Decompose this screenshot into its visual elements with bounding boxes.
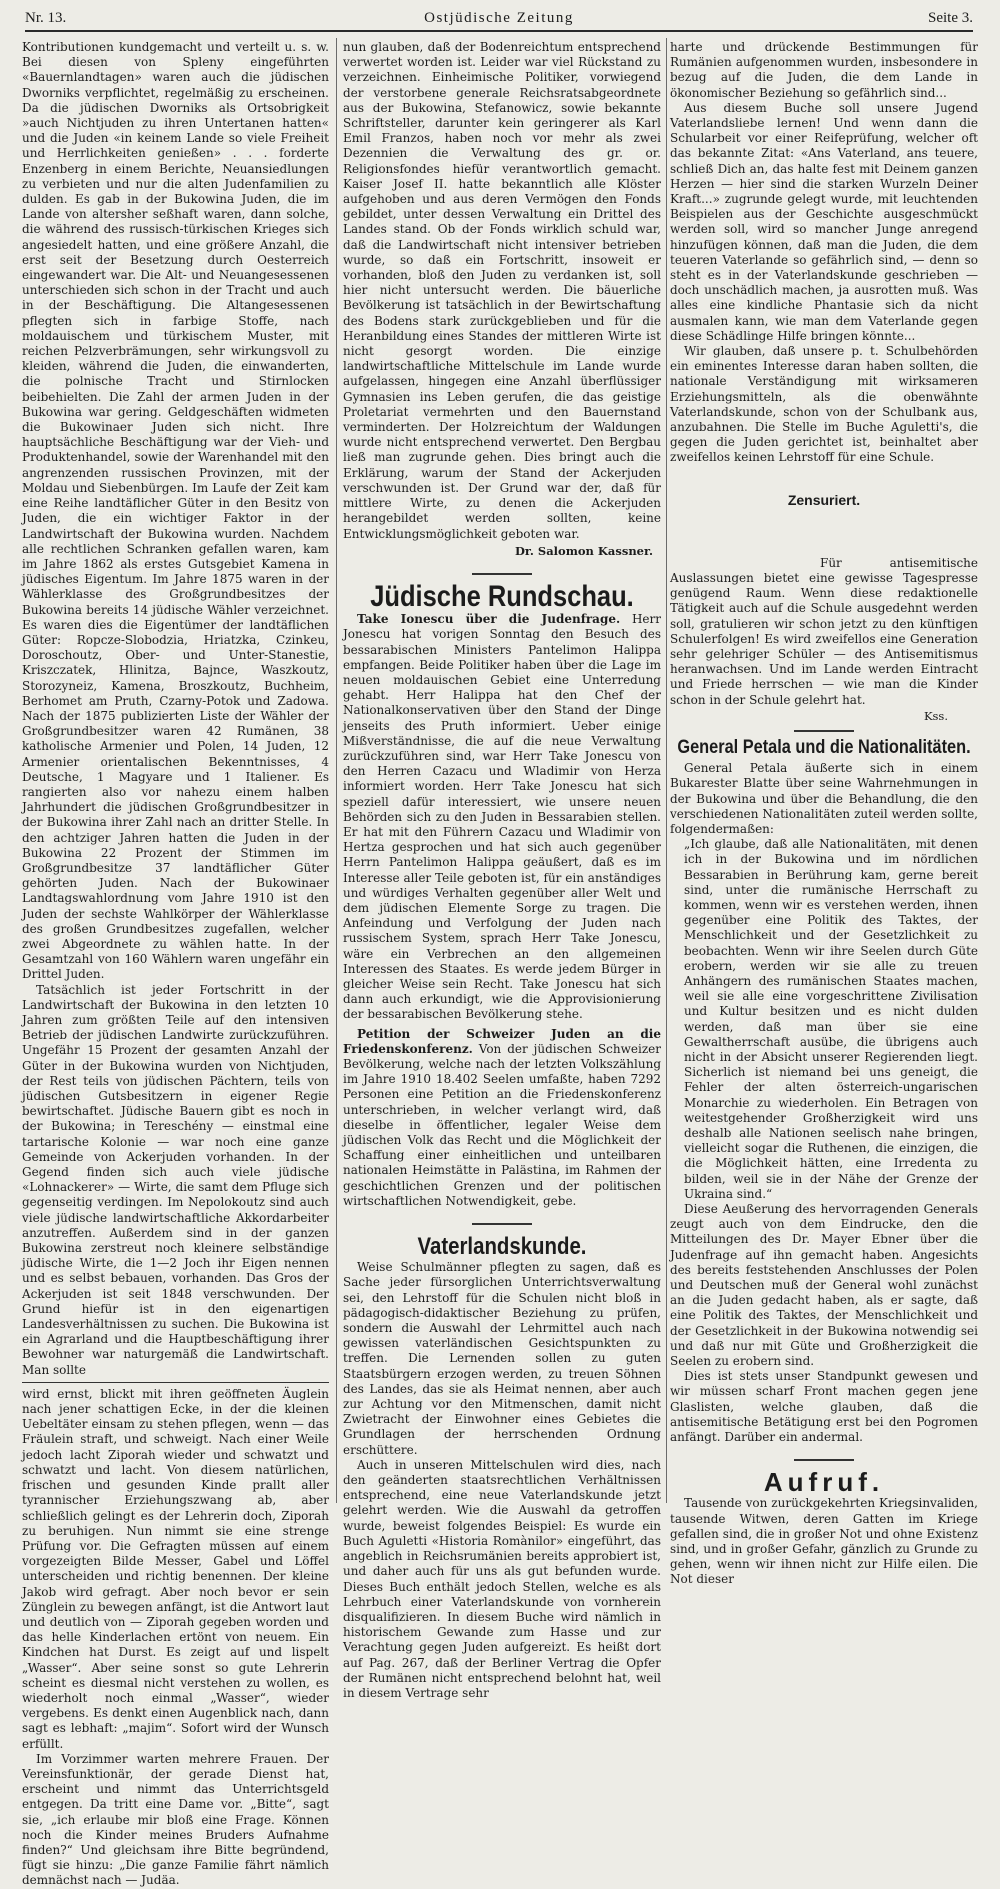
article-paragraph: Kontributionen kundgemacht und verteilt u. s. w. Bei diesen von Spleny eingeführten «Bauernlandtagen» waren auch die jüdischen Dworniks verpflichtet, regelmäßig zu erscheinen. Da die jüdischen Dworniks als Ortsobrigkeit »auch Nichtjuden zu ihren Untertanen hatten« und die Juden «in keinem Lande so viele Freiheit und Herrlichkeiten genießen» . . . forderte Enzenberg in einem Berichte, Neuansiedlungen zu verbieten und nur die alten Judenfamilien zu dulden. Es gab in der Bukowina Juden, die im Lande von altersher seßhaft waren, dann solche, die während des russisch-türkischen Krieges sich angesiedelt hatten, und eine größere Anzahl, die erst seit der Besetzung durch Oesterreich eingewandert war. Die Alt- und Neuangesessenen unterschieden sich schon in der Tracht und auch in der Beschäftigung. Die Altangesessenen pflegten sich in farbige Stoffe, nach moldauischem und türkischem Muster, mit reichen Pelzverbrämungen, sehr wirkungsvoll zu kleiden, während die Juden, die einwanderten, die polnische Tracht und Stirnlocken beibehielten. Die Zahl der armen Juden in der Bukowina war gering. Geldgeschäften widmeten die Bukowinaer Juden sich nicht. Ihre hauptsächliche Beschäftigung war der Vieh- und Produktenhandel, sowie der Warenhandel mit den angrenzenden russischen Provinzen, mit der Moldau und Siebenbürgen. Im Laufe der Zeit kam eine Reihe landtäflicher Güter in den Besitz von Juden, die ein wichtiger Faktor in der Landwirtschaft der Bukowina wurden. Nachdem alle rechtlichen Schranken gefallen waren, kam im Jahre 1862 als erstes Gutsgebiet Kamena in jüdisches Eigentum. Im Jahre 1875 waren in der Wählerklasse des Großgrundbesitzes der Bukowina bereits 14 jüdische Wähler verzeichnet. Es waren dies die Eigentümer der landtäflichen Güter: Ropcze-Slobodzia, Hriatzka, Czinkeu, Doroschoutz, Ober- und Unter-Stanestie, Kriszczatek, Hlinitza, Bajnce, Waszkoutz, Storozyneiz, Kamena, Broszkoutz, Buchheim, Berhomet am Pruth, Czarny-Potok und Zadowa. Nach der 1875 publizierten Liste der Wähler der Großgrundbesitzer waren 42 Rumänen, 38 katholische Armenier und Polen, 14 Juden, 12 Armenier orientalischen Bekenntnisses, 4 Deutsche, 1 Magyare und 1 Italiener. Es rangierten also vor nahezu einem halben Jahrhundert die jüdischen Großgrundbesitzer in der Bukowina ihrer Zahl nach an dritter Stelle. In den achtziger Jahren hatten die Juden in der Bukowina 22 Prozent der Stimmen im Großgrundbesitze 37 landtäflicher Güter gehörten Juden. Nach der Bukowinaer Landtagswahlordnung vom Jahre 1910 ist den Juden der sechste Wahlkörper der Wählerklasse des großen Grundbesitzes zugefallen, welcher zwei Abgeordnete zu wählen hatte. In der Gesamtzahl von 160 Wählern waren ungefähr ein Drittel Juden. [22,40,329,982]
article-paragraph: General Petala äußerte sich in einem Bukarester Blatte über seine Wahrnehmungen in der Bukowina und über die Behandlung, die den verschiedenen Nationalitäten zuteil werden sollte, folgendermaßen: [670,761,978,836]
masthead [25,8,973,32]
article-paragraph: Für antisemitische Auslassungen bietet eine gewisse Tagespresse genügend Raum. Wenn diese redaktionelle Tätigkeit auch auf die Schule ausgedehnt werden soll, gratulieren wir schon jetzt zu den künftigen Schulerfolgen! Es wird zweifellos eine Generation sehr gelehriger Schüler — des Antisemitismus heranwachsen. Und im Lande werden Eintracht und Friede herrschen — wie man die Kinder schon in der Schule gelehrt hat. [670,555,978,707]
news-item [343,1027,661,1209]
article-paragraph: nun glauben, daß der Bodenreichtum entsprechend verwertet worden ist. Leider war viel Rückstand zu verzeichnen. Einheimische Politiker, vorwiegend der verstorbene generale Reichsratsabgeordnete aus der Bukowina, Stefanowicz, sowie bekannte Schriftsteller, darunter kein geringerer als Karl Emil Franzos, haben noch vor mehr als zwei Dezennien die Verwaltung des gr. or. Religionsfondes hiefür verantwortlich gemacht. Kaiser Josef II. hatte bekanntlich alle Klöster aufgehoben und aus deren Vermögen den Fonds gebildet, unter dessen Verwaltung ein Drittel des Landes stand. Ob der Fonds wirklich schuld war, daß die Landwirtschaft nicht intensiver betrieben wurde, so daß ein Fortschritt, insoweit er vorhanden, bloß den Juden zu verdanken ist, soll hier nicht untersucht werden. Die bäuerliche Bevölkerung ist tatsächlich in der Bewirtschaftung des Bodens stark zurückgeblieben und für die Heranbildung eines Standes der mittleren Wirte ist nicht gesorgt worden. Die einzige landwirtschaftliche Mittelschule im Lande wurde aufgelassen, hingegen eine Anzahl überflüssiger Gymnasien ins Leben gerufen, die das geistige Proletariat vermehrten und den Bauernstand verminderten. Der Holzreichtum der Waldungen wurde nicht entsprechend verwertet. Den Bergbau ließ man zugrunde gehen. Dies bringt auch die Erklärung, warum der Stand der Ackerjuden verschwunden ist. Der Grund war der, daß für mittlere Wirte, zu denen die Ackerjuden herangebildet werden sollten, keine Entwicklungsmöglichkeit geboten war. [343,40,661,541]
article-paragraph: Weise Schulmänner pflegten zu sagen, daß es Sache jeder fürsorglichen Unterrichtsverwaltung sei, den Lehrstoff für die Schulen nicht bloß in pädagogisch-didaktischer Beziehung zu prüfen, sondern die Auswahl der Lehrmittel auch nach gewissen vaterländischen Gesichtspunkten zu treffen. Die Lernenden sollen zu guten Staatsbürgern erzogen werden, zu treuen Söhnen des Landes, das sie als Heimat nennen, aber auch zur Achtung vor den Mitmenschen, damit nicht Zwietracht der Einwohner eines Gebietes die Grundlagen der herrschenden Ordnung erschüttere. [343,1260,661,1457]
article-paragraph: Auch in unseren Mittelschulen wird dies, nach den geänderten staatsrechtlichen Verhältnissen entsprechend, eine neue Vaterlandskunde jetzt gelehrt werden. Wie die Auswahl da getroffen wurde, beweist folgendes Beispiel: Es wurde ein Buch Aguletti «Historia Romànilor» eingeführt, das angeblich in Reichsrumänien bereits approbiert ist, und daher auch für uns als gut befunden wurde. Dieses Buch enthält jedoch Stellen, welche es als Lehrbuch einer Vaterlandskunde von vornherein disqualifizieren. In diesem Buche wird nämlich in historischem Gewande zum Hasse und zur Verachtung gegen Juden aufgereizt. Es heißt dort auf Pag. 267, daß der Berliner Vertrag die Opfer der Rumänen nicht entsprechend belohnt hat, weil in diesem Vertrage sehr [343,1457,661,1700]
section-heading-rundschau: Jüdische Rundschau. [370,579,634,613]
section-heading-general-petala: General Petala und die Nationalitäten. [677,736,971,758]
feuilleton-rule [22,1382,329,1383]
section-rule [472,573,532,575]
column-3 [670,40,978,1587]
section-rule [472,1223,532,1225]
article-paragraph: Diese Aeußerung des hervorragenden Generals zeugt auch von dem Eindrucke, den die Mitteilungen des Dr. Mayer Ebner über die Judenfrage auf ihn gemacht haben. Angesichts des bereits feststehenden Anschlusses der Polen und Deutschen muß der General wohl zunächst an die Juden gedacht haben, als er sagte, daß eine Politik des Taktes, der Menschlichkeit und der Gesetzlichkeit in der Bukowina notwendig sei und daß nur mit Güte und Großherzigkeit die Seelen zu erobern sind. [670,1202,978,1369]
column-2 [343,40,661,1700]
news-item-title: Take Ionescu über die Judenfrage. [357,612,621,627]
article-paragraph: Dies ist stets unser Standpunkt gewesen und wir müssen scharf Front machen gegen jene Glaslisten, welche glauben, daß die antisemitische Betätigung erst bei den Pogromen anfängt. Darüber ein andermal. [670,1369,978,1445]
newspaper-title: Ostjüdische Zeitung [424,10,574,26]
news-item-body: Herr Jonescu hat vorigen Sonntag den Besuch des bessarabischen Ministers Pantelimon Halippa empfangen. Beide Politiker haben über die Lage im neuen moldauischen Gebiet eine Unterredung gehabt. Herr Halippa hat den Chef der Nationalkonservativen über den Stand der Dinge jenseits des Pruth informiert. Ueber einige Mißverständnisse, die auf die neue Verwaltung zurückzuführen sind, war Herr Take Jonescu von den Herren Cazacu und Wladimir von Herza informiert worden. Herr Take Jonescu hat sich speziell dafür interessiert, wie unsere neuen Behörden sich zu den Juden in Bessarabien stellen. Er hat mit den Führern Cazacu und Wladimir von Hertza gesprochen und hat sich auch gegenüber Herrn Pantelimon Halippa geäußert, daß es im Interesse aller Teile geboten ist, für ein anständiges und würdiges Verhalten gegenüber aller Welt und dem jüdischen Elemente Sorge zu tragen. Die Anfeindung und Verfolgung der Juden nach russischem System, sprach Herr Take Jonescu, wäre ein Verbrechen an den allgemeinen Interessen des Staates. Es werde jedem Bürger in gleicher Weise sein Recht. Take Jonescu hat sich dann auch erkundigt, wie die Approvisionierung der bessarabischen Bevölkerung stehe. [343,612,661,1022]
section-heading-vaterlandskunde: Vaterlandskunde. [417,1233,587,1261]
quoted-statement: „Ich glaube, daß alle Nationalitäten, mit denen ich in der Bukowina und im nördlichen Bessarabien in Berührung kam, gerne bereit sind, unter die rumänische Herrschaft zu kommen, wenn wir es verstehen werden, ihnen gegenüber eine Politik des Taktes, der Menschlichkeit und der Gesetzlichkeit zu beobachten. Wenn wir ihre Seelen durch Güte erobern, werden wir sie alle zu treuen Anhängern des rumänischen Staates machen, weil sie alle eine vorgeschrittene Zivilisation und Kultur besitzen und es nicht dulden werden, daß man über sie eine Gewaltherrschaft ausübe, die übrigens auch nicht in der Absicht unserer Regierenden liegt. Sicherlich ist niemand bei uns geneigt, die Fehler der alten österreich-ungarischen Monarchie zu wiederholen. Ein Betragen von weitestgehender Großherzigkeit wird uns deshalb alle Nationen seelisch nahe bringen, vielleicht sogar die Ruthenen, die einzigen, die die Möglichkeit hätten, eine Irredenta zu bilden, weil sie in der Nähe der Grenze der Ukraina sind.“ [684,837,978,1201]
article-paragraph: Tausende von zurückgekehrten Kriegsinvaliden, tausende Witwen, deren Gatten im Kriege gefallen sind, die in großer Not und ohne Existenz sind, und in großer Gefahr, gänzlich zu Grunde zu gehen, wenn wir ihnen nicht zur Hilfe eilen. Die Not dieser [670,1496,978,1587]
censored-label: Zensuriert. [787,492,861,509]
author-signature: Kss. [923,708,948,723]
section-rule [794,730,854,732]
censored-block [670,466,978,536]
news-item [343,612,661,1022]
article-paragraph: harte und drückende Bestimmungen für Rumänien aufgenommen wurden, insbesondere in bezug auf die Juden, die dem Lande in ökonomischer Beziehung so gefährlich sind... [670,40,978,100]
section-rule [794,1459,854,1461]
column-divider [666,38,667,1503]
feuilleton-paragraph: Im Vorzimmer warten mehrere Frauen. Der Vereinsfunktionär, der gerade Dienst hat, erscheint und nimmt das Unterrichtsgeld entgegen. Da tritt eine Dame vor. „Bitte“, sagt sie, „ich erlaube mir bloß eine Frage. Können noch die Kinder meines Bruders Aufnahme finden?“ Und gleichsam ihre Bitte begründend, fügt sie hinzu: „Die ganze Familie fährt nämlich demnächst nach — Judäa. [22,1751,329,1888]
column-divider [336,38,337,1503]
article-paragraph: Tatsächlich ist jeder Fortschritt in der Landwirtschaft der Bukowina in den letzten 10 Jahren zum größten Teile auf den intensiven Betrieb der jüdischen Landwirte zurückzuführen. Ungefähr 15 Prozent der gesamten Anzahl der Güter in der Bukowina wurden von Nichtjuden, der Rest teils von jüdischen Pächtern, teils von jüdischen Gutsbesitzern in eigener Regie bewirtschaftet. Jüdische Bauern gibt es noch in der Bukowina; in Tereschény — einstmal eine tartarische Kolonie — war noch eine ganze Gemeinde von Ackerjuden vorhanden. In der Gegend finden sich auch viele jüdische «Lohnackerer» — Wirte, die samt dem Pfluge sich gegenseitig verdingen. Im Nepolokoutz sind auch viele jüdische landwirtschaftliche Akkordarbeiter anzutreffen. Außerdem sind in der ganzen Bukowina zerstreut noch kleinere selbständige jüdische Wirte, die 1—2 Joch ihr Eigen nennen und es selbst bebauen, vorhanden. Das Gros der Ackerjuden ist seit 1848 verschwunden. Der Grund hiefür ist in den eigenartigen Landesverhältnissen zu suchen. Die Bukowina ist ein Agrarland und die Hauptbeschäftigung ihrer Bewohner war naturgemäß die Landwirtschaft. Man sollte [22,982,329,1377]
issue-number: Nr. 13. [25,10,67,26]
article-paragraph: Aus diesem Buche soll unsere Jugend Vaterlandsliebe lernen! Und wenn dann die Schularbeit vor einer Reifeprüfung, welcher oft das bekannte Zitat: «Ans Vaterland, ans teuere, schließ Dich an, das halte fest mit Deinem ganzen Herzen — hier sind die starken Wurzeln Deiner Kraft...» zugrunde gelegt wurde, mit leuchtenden Beispielen aus der Geschichte ausgeschmückt werden soll, wird so mancher Junge anregend hinzufügen können, daß man die Juden, die dem teueren Vaterlande so gefährlich sind, — denn so steht es in der Vaterlandskunde geschrieben — doch unschädlich machen, ja ausrotten muß. Was alles eine kindliche Phantasie sich da nicht ausmalen kann, wie man dem Vaterlande gegen diese Schädlinge Hilfe bringen könnte... [670,100,978,343]
section-heading-aufruf: Aufruf. [763,1467,885,1498]
author-signature: Dr. Salomon Kassner. [514,543,653,558]
news-item-title: Petition der Schweizer Juden an die Friedenskonferenz. [343,1026,661,1056]
article-paragraph: Wir glauben, daß unsere p. t. Schulbehörden ein eminentes Interesse daran haben sollten, die nationale Verständigung mit wirksameren Erziehungsmitteln, als die obenwähnte Vaterlandskunde, schon von der Schulbank aus, anzubahnen. Die Stelle im Buche Aguletti's, die gegen die Juden gerichtet ist, beinhaltet aber zweifellos keinen Lehrstoff für eine Schule. [670,344,978,465]
page-number: Seite 3. [928,10,973,26]
column-1 [22,40,329,1888]
feuilleton-paragraph: wird ernst, blickt mit ihren geöffneten Äuglein nach jener schattigen Ecke, in der die kleinen Uebeltäter einsam zu stehen pflegen, wenn — das Fräulein straft, und schweigt. Nach einer Weile jedoch lacht Ziporah wieder und schwatzt und schwatzt und lacht. Von diesem natürlichen, frischen und gesunden Kinde prallt aller tyrannischer Erziehungszwang ab, aber schließlich gelingt es der Lehrerin doch, Ziporah zu beruhigen. Nun nimmt sie eine strenge Prüfung vor. Die Gefragten müssen auf einem vorgezeigten Bilde Messer, Gabel und Löffel unterscheiden und richtig benennen. Der kleine Jakob wird gefragt. Aber noch bevor er sein Zünglein zu bewegen anfängt, ist die Antwort laut und deutlich von — Ziporah gegeben worden und das helle Kinderlachen ertönt von neuem. Ein Kindchen hat Durst. Es zeigt auf und lispelt „Wasser“. Aber seine sonst so gute Lehrerin scheint es diesmal nicht verstehen zu wollen, es wiederholt noch einmal „Wasser“, wieder vergebens. Es denkt einen Augenblick nach, dann sagt es lebhaft: „majim“. Sofort wird der Wunsch erfüllt. [22,1386,329,1751]
news-item-body: Von der jüdischen Schweizer Bevölkerung, welche nach der letzten Volkszählung im Jahre 1910 18.402 Seelen umfaßte, haben 7292 Personen eine Petition an die Friedenskonferenz unterschrieben, in welcher verlangt wird, daß dieselbe in öffentlicher, legaler Weise dem jüdischen Volk das Recht und die Möglichkeit der Schaffung einer einheitlichen und unteilbaren nationalen Heimstätte in Palästina, im Rahmen der geschichtlichen Grenzen und der politischen wirtschaftlichen Notwendigkeit, gebe. [343,1041,661,1208]
